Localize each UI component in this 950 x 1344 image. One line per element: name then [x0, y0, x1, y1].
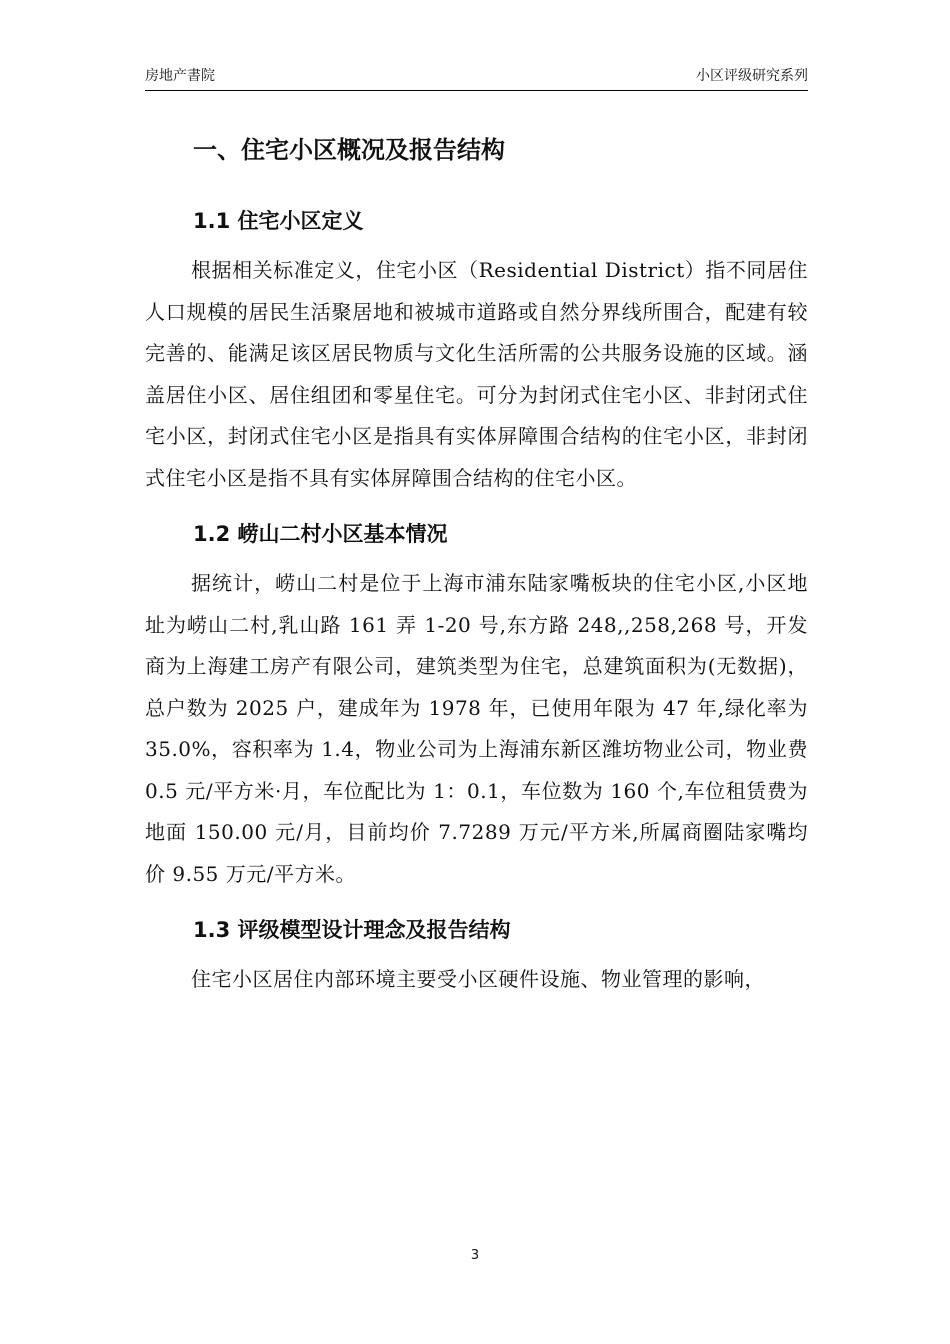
- header-series: 小区评级研究系列: [696, 68, 808, 84]
- section-heading-1-1: 1.1 住宅小区定义: [193, 209, 364, 233]
- page-header: [145, 66, 808, 91]
- section-paragraph-1-2: 据统计，崂山二村是位于上海市浦东陆家嘴板块的住宅小区,小区地址为崂山二村,乳山路 161 弄 1-20 号,东方路 248,,258,268 号，开发商为上海建工房产有限公司，建筑类型为住宅，总建筑面积为(无数据)，总户数为 2025 户，建成年为 1978 年，已使用年限为 47 年,绿化率为 35.0%，容积率为 1.4，物业公司为上海浦东新区潍坊物业公司，物业费 0.5 元/平方米·月，车位配比为 1：0.1，车位数为 160 个,车位租赁费为地面 150.00 元/月，目前均价 7.7289 万元/平方米,所属商圈陆家嘴均价 9.55 万元/平方米。: [145, 571, 808, 886]
- section-paragraph-1-1: 根据相关标准定义，住宅小区（Residential District）指不同居住人口规模的居民生活聚居地和被城市道路或自然分界线所围合，配建有较完善的、能满足该区居民物质与文化生活所需的公共服务设施的区域。涵盖居住小区、居住组团和零星住宅。可分为封闭式住宅小区、非封闭式住宅小区，封闭式住宅小区是指具有实体屏障围合结构的住宅小区，非封闭式住宅小区是指不具有实体屏障围合结构的住宅小区。: [145, 258, 808, 490]
- document-body: [145, 130, 808, 1007]
- section-paragraph-1-3: 住宅小区居住内部环境主要受小区硬件设施、物业管理的影响，: [191, 967, 765, 991]
- section-heading-1-2: 1.2 崂山二村小区基本情况: [193, 522, 448, 546]
- header-publisher: 房地产書院: [145, 68, 215, 84]
- chapter-title: 一、住宅小区概况及报告结构: [193, 136, 505, 164]
- page-number: 3: [470, 1248, 480, 1263]
- section-heading-1-3: 1.3 评级模型设计理念及报告结构: [193, 918, 511, 942]
